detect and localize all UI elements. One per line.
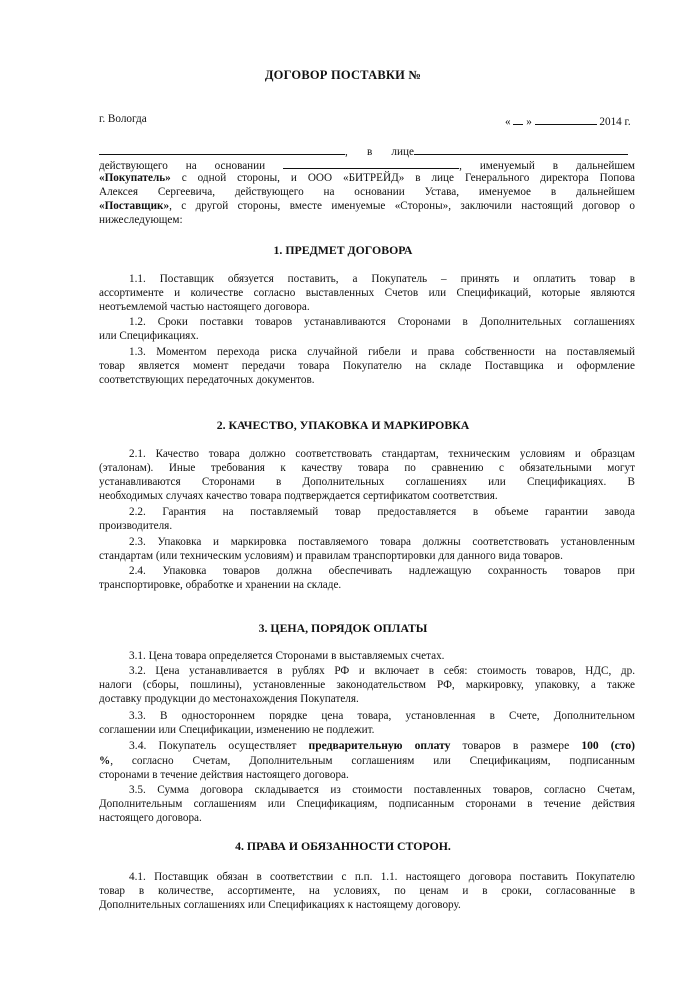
s2-line: 2.2. Гарантия на поставляемый товар предоставляется в объеме гарантии завода bbox=[129, 506, 635, 518]
s3-line: 3.5. Сумма договора складывается из стоимости поставленных товаров, согласно Счетам, bbox=[129, 784, 635, 796]
s3-line: 3.3. В одностороннем порядке цена товара, установленная в Счете, Дополнительном bbox=[129, 710, 635, 722]
s2-line: транспортировке, обработке и хранении на складе. bbox=[99, 579, 342, 591]
s1-line: 1.3. Моментом перехода риска случайной гибели и права собственности на поставляемый bbox=[129, 346, 635, 358]
intro-line-3: Алексея Сергеевича, действующего на основании Устава, именуемое в дальнейшем bbox=[99, 186, 635, 198]
s1-line: ассортименте и количестве согласно выставленных Счетов или Спецификаций, которые являются bbox=[99, 287, 635, 299]
intro-line-4 bbox=[99, 199, 635, 213]
s2-line: 2.4. Упаковка товаров должна обеспечивать надлежащую сохранность товаров при bbox=[129, 565, 635, 577]
s3-line-3-4 bbox=[99, 739, 635, 753]
s3-line: соглашении или Спецификации, изменению не подлежит. bbox=[99, 724, 375, 736]
intro-line-5: нижеследующем: bbox=[99, 214, 183, 226]
s1-line: 1.2. Сроки поставки товаров устанавливаются Сторонами в Дополнительных соглашениях bbox=[129, 316, 635, 328]
s3-line: 3.1. Цена товара определяется Сторонами в выставляемых счетах. bbox=[129, 650, 445, 662]
intro-line-2 bbox=[99, 171, 635, 185]
s2-line: 2.3. Упаковка и маркировка поставляемого товара должны соответствовать установленным bbox=[129, 536, 635, 548]
section-2-heading: 2. КАЧЕСТВО, УПАКОВКА И МАРКИРОВКА bbox=[216, 418, 470, 432]
basis-blank bbox=[283, 157, 459, 169]
bold-text: % bbox=[99, 755, 111, 767]
s4-line: товар в количестве, ассортименте, на условиях, по ценам и в сроки, согласованные в bbox=[99, 885, 635, 897]
s3-line: сторонами в течение действия настоящего договора. bbox=[99, 769, 349, 781]
date-line bbox=[505, 113, 631, 128]
buyer-name-blank bbox=[99, 143, 345, 155]
text: 3.4. Покупатель осуществляет bbox=[129, 739, 309, 752]
quote-open: « bbox=[505, 116, 511, 128]
s1-line: 1.1. Поставщик обязуется поставить, а Покупатель – принять и оплатить товар в bbox=[129, 273, 635, 285]
text: , согласно Счетам, Дополнительным соглашениям или Спецификациям, подписанным bbox=[110, 755, 635, 767]
s3-line: доставку продукции до местонахождения Покупателя. bbox=[99, 693, 359, 705]
buyer-label: «Покупатель» bbox=[99, 172, 171, 184]
s3-line: 3.2. Цена устанавливается в рублях РФ и включает в себя: стоимость товаров, НДС, др. bbox=[129, 665, 635, 677]
city: г. Вологда bbox=[99, 113, 147, 125]
s3-line: налоги (сборы, пошлины), установленные законодательством РФ, маркировку, упаковку, а также bbox=[99, 679, 635, 691]
buyer-line: , в лице bbox=[99, 143, 628, 158]
s2-line: 2.1. Качество товара должно соответствовать стандартам, техническим условиям и образцам bbox=[129, 448, 635, 460]
s1-line: соответствующих передаточных документов. bbox=[99, 374, 315, 386]
intro-text: именуемый в дальнейшем bbox=[479, 160, 636, 172]
document-title: ДОГОВОР ПОСТАВКИ № bbox=[264, 68, 422, 82]
representative-blank bbox=[414, 143, 628, 155]
s2-line: производителя. bbox=[99, 520, 173, 532]
s2-line: (эталонам). Иные требования к качеству товара по сравнению с обязательными могут bbox=[99, 462, 635, 474]
s1-line: товар является момент передачи товара Покупателю на складе Поставщика и оформление bbox=[99, 360, 635, 372]
s2-line: стандартам (или техническим условиям) и правилам транспортировки для данного вида товаров. bbox=[99, 550, 563, 562]
intro-text: , с другой стороны, вместе именуемые «Стороны», заключили настоящий договор о bbox=[169, 200, 635, 212]
intro-text: действующего на основании bbox=[99, 160, 266, 172]
year: 2014 г. bbox=[599, 116, 631, 128]
quote-close: » bbox=[526, 116, 532, 128]
intro-text: с одной стороны, и ООО «БИТРЕЙД» в лице Генерального директора Попова bbox=[181, 172, 635, 184]
intro-line-1: действующего на основании , именуемый в дальнейшем bbox=[99, 157, 635, 173]
s1-line: неотъемлемой частью настоящего договора. bbox=[99, 301, 310, 313]
s3-line-3-4-b bbox=[99, 754, 635, 768]
bold-text: 100 (сто) bbox=[581, 739, 635, 752]
bold-text: предварительную оплату bbox=[308, 739, 451, 752]
s3-line: настоящего договора. bbox=[99, 812, 202, 824]
s2-line: устанавливаются Сторонами в Дополнительных соглашениях или Спецификациях. В bbox=[99, 476, 635, 488]
s4-line: Дополнительных соглашениях или Спецификациях к настоящему договору. bbox=[99, 899, 461, 911]
s2-line: необходимых случаях качество товара подтверждается сертификатом соответствия. bbox=[99, 490, 498, 502]
section-1-heading: 1. ПРЕДМЕТ ДОГОВОРА bbox=[273, 243, 413, 257]
supplier-label: «Поставщик» bbox=[99, 200, 170, 212]
s4-line: 4.1. Поставщик обязан в соответствии с п.п. 1.1. настоящего договора поставить Покупателю bbox=[129, 871, 635, 883]
text: товаров в размере bbox=[450, 739, 582, 752]
section-3-heading: 3. ЦЕНА, ПОРЯДОК ОПЛАТЫ bbox=[258, 621, 428, 635]
s3-line: Дополнительным соглашениям или Спецификациям, подписанным сторонами в течение действия bbox=[99, 798, 635, 810]
litse-word: лице bbox=[391, 146, 414, 158]
v-word: в bbox=[366, 146, 373, 158]
s1-line: или Спецификациях. bbox=[99, 330, 199, 342]
day-blank bbox=[513, 113, 523, 125]
section-4-heading: 4. ПРАВА И ОБЯЗАННОСТИ СТОРОН. bbox=[235, 839, 451, 853]
month-blank bbox=[535, 113, 597, 125]
